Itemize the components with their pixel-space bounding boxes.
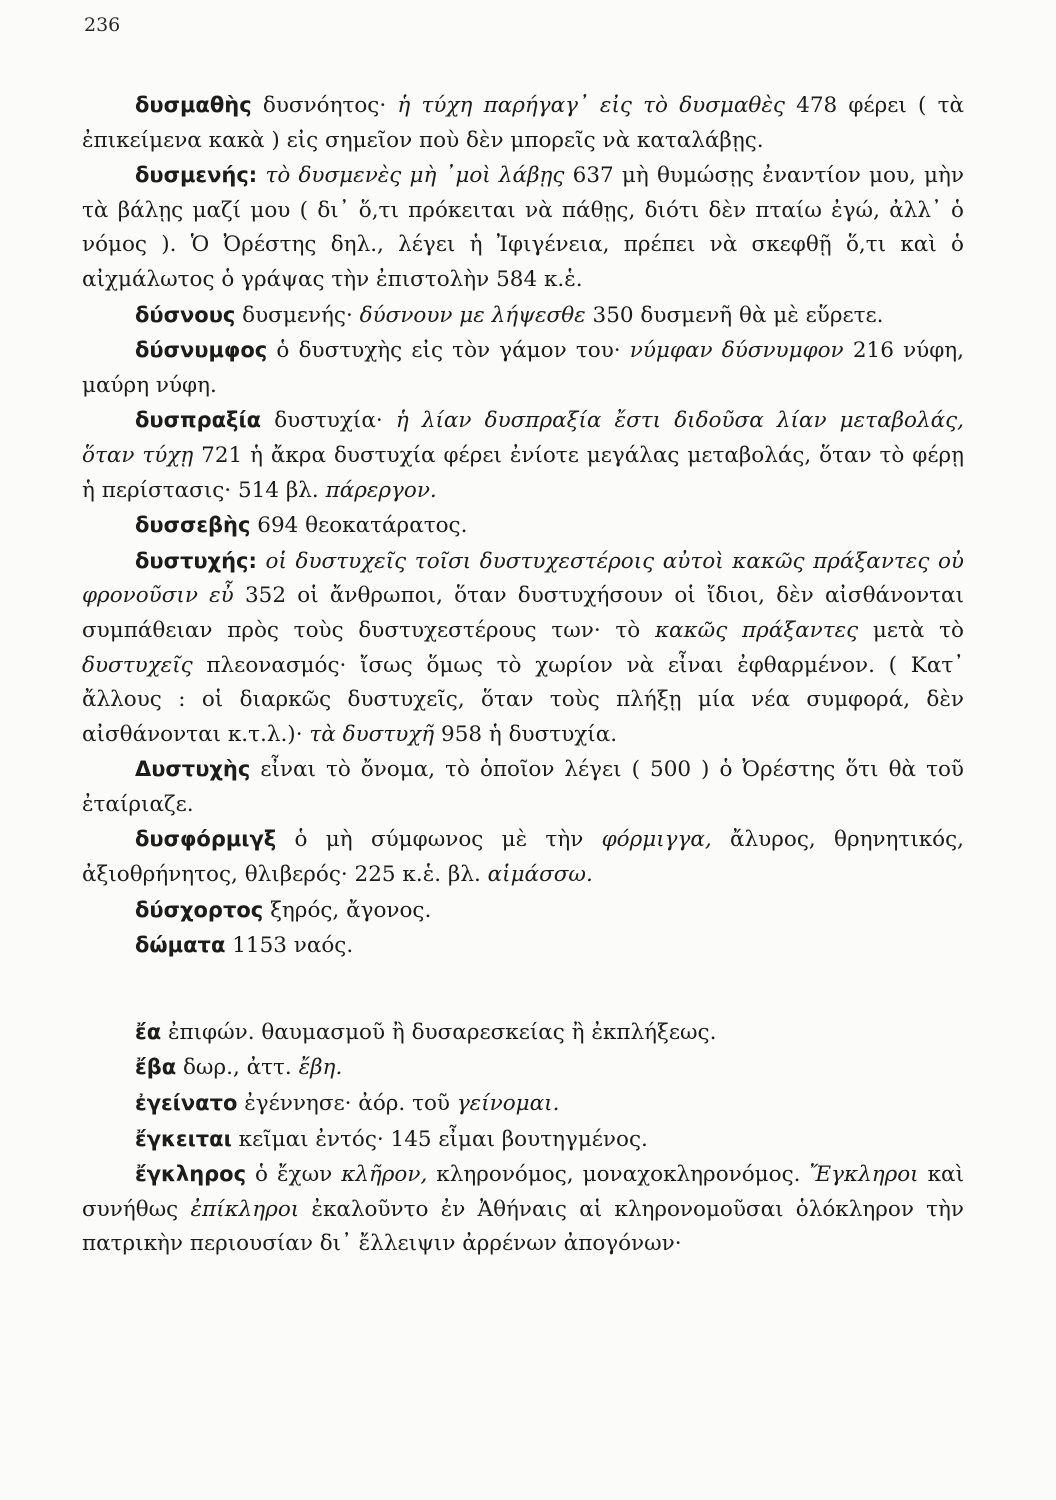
dictionary-entry <box>82 822 964 892</box>
entry-quote: ἔβη. <box>298 1055 343 1081</box>
entry-gloss: ἐγέννησε· ἀόρ. τοῦ <box>237 1091 457 1117</box>
entry-gloss: ἐπιφών. θαυμασμοῦ ἢ δυσαρεσκείας ἢ ἐκπλήξεως. <box>161 1019 717 1045</box>
entry-quote: κακῶς πράξαντες <box>654 617 859 643</box>
dictionary-entry <box>82 1122 964 1158</box>
dictionary-entry <box>82 1015 964 1051</box>
dictionary-entry <box>82 1050 964 1086</box>
entry-gloss: ἄλυρος, θρηνητικός, ἀξιοθρήνητος, θλιβερός· 225 κ.ἑ. βλ. <box>82 827 965 888</box>
entry-quote: ἡ λίαν δυσπραξία ἔστι διδοῦσα λίαν μεταβολάς, ὅταν τύχῃ <box>82 408 964 468</box>
entry-headword: δύσχορτος <box>135 897 264 922</box>
entry-gloss: ὁ μὴ σύμφωνος μὲ τὴν <box>276 827 602 853</box>
page-number: 236 <box>84 14 121 36</box>
entry-quote: οἱ δυστυχεῖς τοῖσι δυστυχεστέροις αὐτοὶ κακῶς πράξαντες οὐ φρονοῦσιν εὖ <box>82 548 964 609</box>
entry-quote: φόρμιγγα, <box>601 827 712 853</box>
dictionary-entry <box>82 752 964 822</box>
entry-headword: δυσσεβὴς <box>135 513 251 538</box>
entry-quote: πάρεργον. <box>325 477 437 503</box>
dictionary-entry <box>82 403 964 508</box>
entry-gloss: κεῖμαι ἐντός· 145 εἶμαι βουτηγμένος. <box>231 1126 648 1152</box>
dictionary-entry <box>82 893 964 929</box>
entry-gloss: 721 ἡ ἄκρα δυστυχία φέρει ἐνίοτε μεγάλας μεταβολάς, ὅταν τὸ φέρῃ ἡ περίστασις· 514 βλ. <box>82 442 964 503</box>
entry-headword: δυστυχής: <box>135 548 257 573</box>
entry-quote: τὰ δυστυχῆ <box>309 721 435 747</box>
entry-gloss: 694 θεοκατάρατος. <box>250 513 468 539</box>
entries-epsilon <box>82 1015 964 1262</box>
entry-headword: δυσπραξία <box>135 408 262 433</box>
entry-quote: Ἔγκληροι <box>809 1162 919 1188</box>
entry-gloss: ὁ δυστυχὴς εἰς τὸν γάμον του· <box>267 338 630 364</box>
entry-gloss: δωρ., ἀττ. <box>176 1055 299 1081</box>
dictionary-entry <box>82 333 964 403</box>
entry-gloss: ὁ ἔχων <box>246 1162 342 1188</box>
entry-gloss: δυστυχία· <box>261 408 396 434</box>
entry-gloss: πλεονασμός· ἴσως ὅμως τὸ χωρίον νὰ εἶναι ἐφθαρμένον. ( Κατ᾽ ἄλλους : οἱ διαρκῶς δυστυχεῖς, ὅταν τοὺς πλήξῃ μία νέα συμφορά, δὲν αἰσθάνονται κ.τ.λ.)· <box>82 652 964 747</box>
entry-headword: δυσμενής: <box>135 163 258 188</box>
entry-headword: ἔγκειται <box>135 1126 232 1151</box>
entry-gloss: 216 νύφη, μαύρη νύφη. <box>82 338 964 398</box>
dictionary-entry <box>82 544 964 753</box>
dictionary-entry <box>82 298 964 334</box>
entry-gloss: 637 μὴ θυμώσῃς ἐναντίον μου, μὴν τὰ βάλῃς μαζί μου ( δι᾽ ὅ,τι πρόκειται νὰ πάθῃς, διότι δὲν πταίω ἐγώ, ἀλλ᾽ ὁ νόμος ). Ὁ Ὀρέστης δηλ., λέγει ἡ Ἰφιγένεια, πρέπει νὰ σκεφθῇ ὅ,τι καὶ ὁ αἰχμάλωτος ὁ γράψας τὴν ἐπιστολὴν 584 κ.ἑ. <box>82 163 964 292</box>
entry-headword: δυσμαθὴς <box>135 93 252 117</box>
dictionary-entry <box>82 508 964 544</box>
entry-quote: ἐπίκληροι <box>190 1196 300 1222</box>
entry-headword: δύσνους <box>135 302 236 327</box>
section-gap <box>82 964 964 1015</box>
entry-gloss <box>257 549 266 574</box>
entry-gloss: καὶ συνήθως <box>82 1162 964 1222</box>
entry-gloss: μετὰ τὸ <box>858 617 964 643</box>
entry-quote: νύμφαν δύσνυμφον <box>629 338 844 364</box>
entry-quote: ἡ τύχη παρήγαγ᾽ εἰς τὸ δυσμαθὲς <box>397 93 785 118</box>
entry-quote: δυστυχεῖς <box>82 652 193 678</box>
entry-quote: δύσνουν με λήψεσθε <box>359 302 586 328</box>
entry-gloss: 350 δυσμενῆ θὰ μὲ εὕρετε. <box>585 302 884 328</box>
dictionary-entry <box>82 158 964 297</box>
dictionary-text <box>82 88 964 1262</box>
entry-gloss: ἐκαλοῦντο ἐν Ἀθήναις αἱ κληρονομοῦσαι ὁλόκληρον τὴν πατρικὴν περιουσίαν δι᾽ ἔλλειψιν ἀρρένων ἀπογόνων· <box>82 1196 964 1257</box>
entry-gloss: δυσμενής· <box>235 302 360 328</box>
entry-headword: ἔβα <box>135 1055 177 1080</box>
entry-quote: γείνομαι. <box>456 1091 560 1117</box>
dictionary-entry <box>82 928 964 964</box>
dictionary-entry <box>82 88 964 158</box>
entry-headword: Δυστυχὴς <box>135 757 251 782</box>
entry-gloss: 958 ἡ δυστυχία. <box>434 721 618 747</box>
entry-headword: δυσφόρμιγξ <box>135 827 277 852</box>
entry-quote: αἱμάσσω. <box>487 862 593 888</box>
entry-headword: δώματα <box>135 933 226 958</box>
dictionary-entry <box>82 1157 964 1262</box>
entry-gloss: κληρονόμος, μοναχοκληρονόμος. <box>427 1162 810 1188</box>
entry-quote: τὸ δυσμενὲς μὴ ᾽μοὶ λάβῃς <box>265 163 565 189</box>
entry-gloss: ξηρός, ἄγονος. <box>263 897 432 923</box>
entry-gloss: 478 φέρει ( τὰ ἐπικείμενα κακὰ ) εἰς σημεῖον ποὺ δὲν μπορεῖς νὰ καταλάβῃς. <box>82 93 965 153</box>
entry-gloss: εἶναι τὸ ὄνομα, τὸ ὁποῖον λέγει ( 500 ) ὁ Ὀρέστης ὅτι θὰ τοῦ ἐταίριαζε. <box>82 757 964 817</box>
entry-gloss: 352 οἱ ἄνθρωποι, ὅταν δυστυχήσουν οἱ ἴδιοι, δὲν αἰσθάνονται συμπάθειαν πρὸς τοὺς δυστυχεστέρους των· τὸ <box>82 583 965 643</box>
entry-gloss: 1153 ναός. <box>225 933 354 959</box>
entry-headword: ἔα <box>135 1019 162 1044</box>
entry-quote: κλῆρον, <box>341 1162 428 1188</box>
entries-delta <box>82 88 964 964</box>
entry-gloss: δυσνόητος· <box>251 93 398 118</box>
entry-headword: ἐγείνατο <box>135 1091 238 1116</box>
entry-headword: ἔγκληρος <box>135 1162 247 1187</box>
entry-headword: δύσνυμφος <box>135 338 268 363</box>
dictionary-entry <box>82 1086 964 1122</box>
